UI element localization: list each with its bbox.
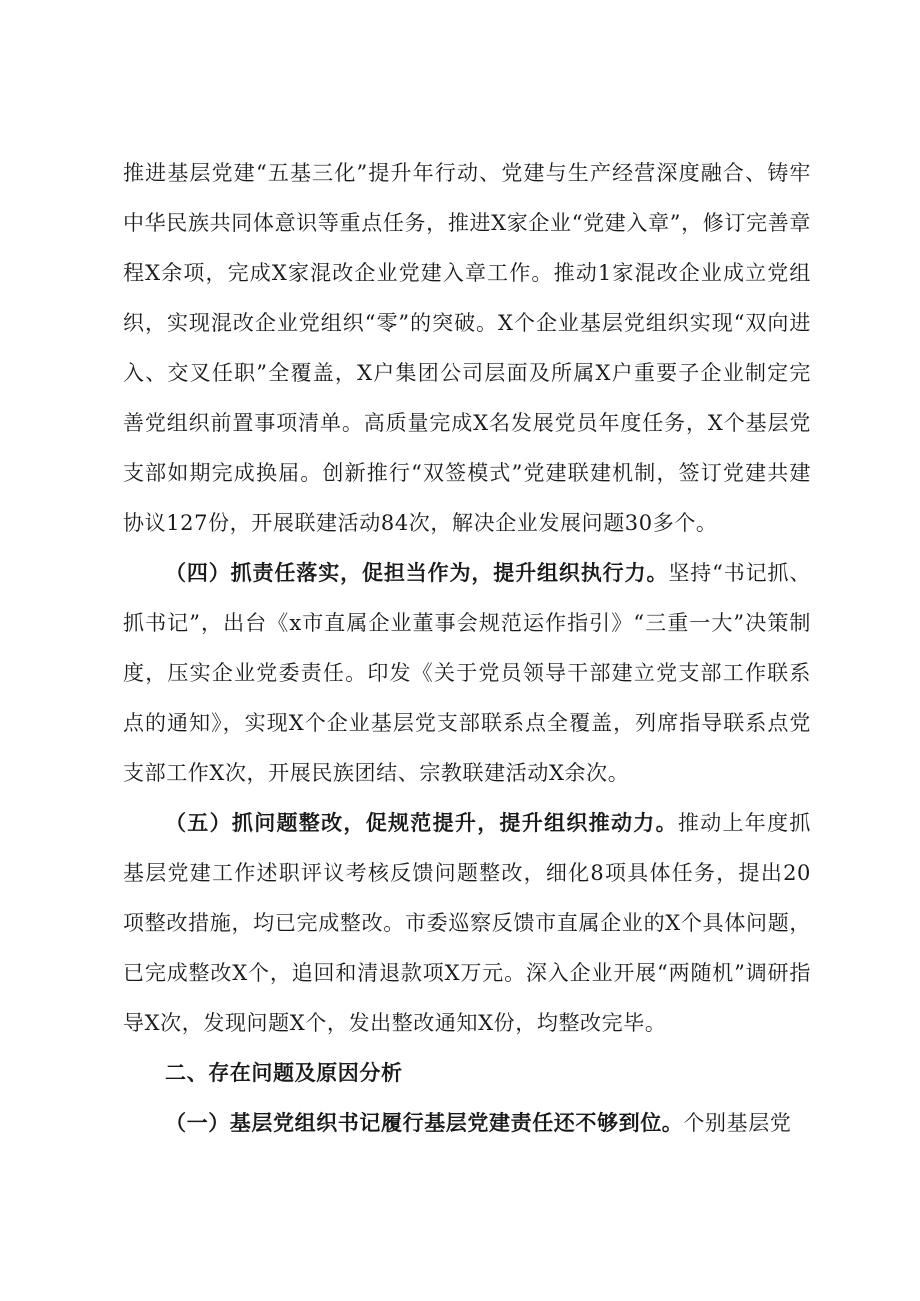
paragraph-3-lead: （五）抓问题整改，促规范提升，提升组织推动力。 bbox=[165, 810, 678, 835]
paragraph-4-lead: （一）基层党组织书记履行基层党建责任还不够到位。 bbox=[165, 1110, 684, 1135]
paragraph-4 bbox=[123, 1098, 811, 1148]
paragraph-1: 推进基层党建“五基三化”提升年行动、党建与生产经营深度融合、铸牢中华民族共同体意识等重点任务，推进X家企业“党建入章”，修订完善章程X余项，完成X家混改企业党建入章工作。推动1家混改企业成立党组织，实现混改企业党组织“零”的突破。X个企业基层党组织实现“双向进入、交叉任职”全覆盖，X户集团公司层面及所属X户重要子企业制定完善党组织前置事项清单。高质量完成X名发展党员年度任务，X个基层党支部如期完成换届。创新推行“双签模式”党建联建机制，签订党建共建协议127份，开展联建活动84次，解决企业发展问题30多个。 bbox=[123, 161, 811, 535]
paragraph-2-lead: （四）抓责任落实，促担当作为，提升组织执行力。 bbox=[165, 560, 669, 585]
paragraph-4-body: 个别基层党 bbox=[683, 1111, 792, 1135]
paragraph-3-body: 推动上年度抓基层党建工作述职评议考核反馈问题整改，细化8项具体任务，提出20项整改措施，均已完成整改。市委巡察反馈市直属企业的X个具体问题，已完成整改X个，追回和清退款项X万元。深入企业开展“两随机”调研指导X次，发现问题X个，发出整改通知X份，均整改完毕。 bbox=[123, 811, 811, 1035]
paragraph-2-body: 坚持“书记抓、抓书记”，出台《x市直属企业董事会规范运作指引》“三重一大”决策制度，压实企业党委责任。印发《关于党员领导干部建立党支部工作联系点的通知》，实现X个企业基层党支部联系点全覆盖，列席指导联系点党支部工作X次，开展民族团结、宗教联建活动X余次。 bbox=[123, 561, 811, 785]
paragraph-3 bbox=[123, 798, 811, 1048]
section-heading: 二、存在问题及原因分析 bbox=[165, 1060, 403, 1085]
paragraph-2 bbox=[123, 548, 811, 798]
document-body bbox=[123, 148, 811, 1148]
